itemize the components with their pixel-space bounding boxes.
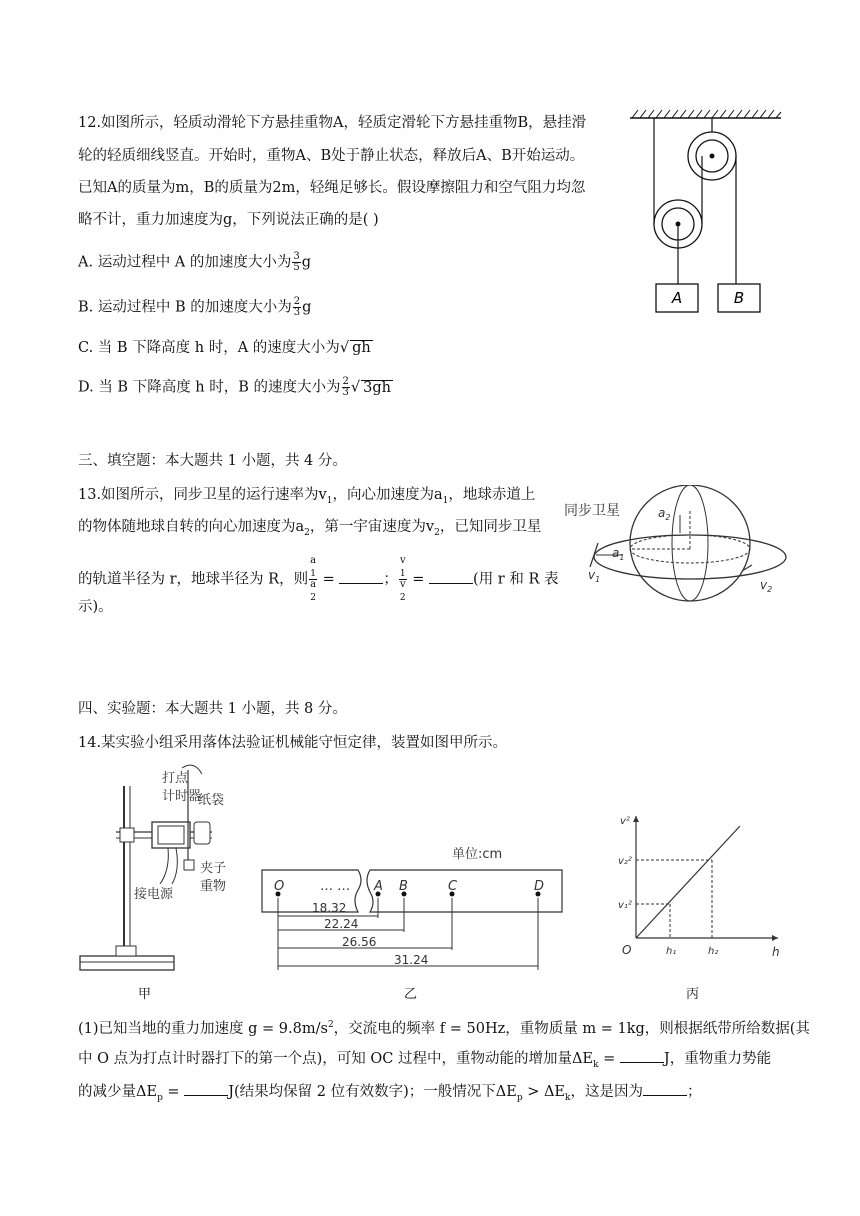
svg-text:O: O (622, 943, 632, 957)
svg-text:… …: … … (320, 879, 351, 894)
q14-intro: 14.某实验小组采用落体法验证机械能守恒定律，装置如图甲所示。 (78, 735, 508, 751)
section-4-heading: 四、实验题：本大题共 1 小题，共 8 分。 (78, 701, 347, 717)
blank-reason[interactable] (643, 1081, 687, 1096)
q14-p1-line-1: (1)已知当地的重力加速度 $g = 9.8m/s^2$，交流电的频率 f = 50Hz，重物质量 m = 1kg，则根据纸带所给数据(其 (78, 1020, 810, 1037)
svg-text:纸袋: 纸袋 (198, 793, 225, 808)
fig-jia-caption: 甲 (138, 987, 152, 1002)
svg-text:单位:cm: 单位:cm (452, 847, 503, 862)
svg-text:B: B (399, 879, 408, 894)
svg-text:22.24: 22.24 (324, 917, 359, 931)
svg-text:重物: 重物 (200, 879, 227, 894)
svg-text:h₂: h₂ (708, 946, 719, 957)
tape-figure (258, 836, 566, 976)
q14-p1-line-2: 中 O 点为打点计时器打下的第一个点)，可知 OC 过程中，重物动能的增加量$\Delta E_k = J$，重物重力势能 (78, 1048, 771, 1075)
q13-line-4: 示)。 (78, 599, 113, 615)
svg-text:接电源: 接电源 (134, 887, 174, 902)
q12-option-d: D. 当 B 下降高度 h 时，B 的速度大小为 $\frac{2}{3}$ √ 3gh (78, 376, 392, 398)
svg-text:A: A (374, 879, 383, 894)
blank-ratio-v[interactable] (429, 569, 473, 584)
svg-text:26.56: 26.56 (342, 935, 377, 949)
svg-text:计时器: 计时器 (162, 789, 202, 804)
section-3-heading: 三、填空题：本大题共 1 小题，共 4 分。 (78, 453, 347, 469)
svg-text:a2: $a_2$ (658, 506, 671, 522)
pulley-figure (628, 108, 783, 318)
svg-text:夹子: 夹子 (200, 861, 227, 876)
svg-text:v₁²: v₁² (618, 900, 632, 911)
svg-text:v₂²: v₂² (618, 856, 632, 867)
svg-text:a1: $a_1$ (612, 546, 625, 562)
svg-text:打点: 打点 (162, 771, 189, 786)
q14-p1-line-3: 的减少量$\Delta E_p = J$(结果均保留 2 位有效数字)；一般情况下$\Delta E_p > \Delta E_k$，这是因为 ； (78, 1081, 702, 1108)
svg-text:O: O (274, 879, 285, 894)
q12-line-1: 12.如图所示，轻质动滑轮下方悬挂重物A，轻质定滑轮下方悬挂重物B，悬挂滑 (78, 115, 587, 131)
svg-text:18.32: 18.32 (312, 901, 347, 915)
weight-a-label: A (671, 289, 683, 307)
q12-option-c: C. 当 B 下降高度 h 时，A 的速度大小为√ gh (78, 340, 371, 356)
apparatus-figure (76, 760, 246, 1000)
svg-text:v²: v² (620, 816, 630, 827)
fig-yi-caption: 乙 (404, 987, 418, 1002)
svg-text:31.24: 31.24 (394, 953, 429, 967)
svg-text:D: D (534, 879, 545, 894)
svg-text:h: h (772, 945, 780, 959)
q12-line-3: 已知A的质量为m，B的质量为2m，轻绳足够长。假设摩擦阻力和空气阻力均忽 (78, 180, 586, 196)
svg-text:h₁: h₁ (666, 946, 677, 957)
satellite-figure (562, 485, 787, 610)
q13-line-3: 的轨道半径为 r，地球半径为 R，则 a $_1$ a $_2$ = ； v $_1$ v $_2$ = (用 r 和 R 表 (78, 555, 559, 603)
svg-text:C: C (448, 879, 458, 894)
blank-ratio-a[interactable] (339, 569, 383, 584)
q12-option-a: A. 运动过程中 A 的加速度大小为 $\frac{3}{5}$ g (78, 251, 312, 273)
q12-option-b: B. 运动过程中 B 的加速度大小为 $\frac{2}{3}$ g (78, 296, 312, 318)
blank-ek[interactable] (620, 1048, 664, 1063)
fig-bing-caption: 丙 (686, 987, 700, 1002)
svg-text:v1: $v_1$ (588, 568, 601, 584)
weight-b-label: B (733, 289, 745, 307)
sync-satellite-label: 同步卫星 (564, 503, 620, 519)
svg-text:v2: $v_2$ (760, 578, 773, 594)
q13-line-2: 的物体随地球自转的向心加速度为$a_2$，第一宇宙速度为$v_2$，已知同步卫星 (78, 519, 542, 538)
q13-line-1: 13.如图所示，同步卫星的运行速率为$v_1$，向心加速度为$a_1$，地球赤道上 (78, 487, 536, 506)
q12-line-2: 轮的轻质细线竖直。开始时，重物A、B处于静止状态，释放后A、B开始运动。 (78, 148, 585, 164)
blank-ep[interactable] (184, 1081, 228, 1096)
v2-h-graph (612, 810, 784, 970)
q12-line-4: 略不计，重力加速度为g，下列说法正确的是( ) (78, 212, 379, 228)
